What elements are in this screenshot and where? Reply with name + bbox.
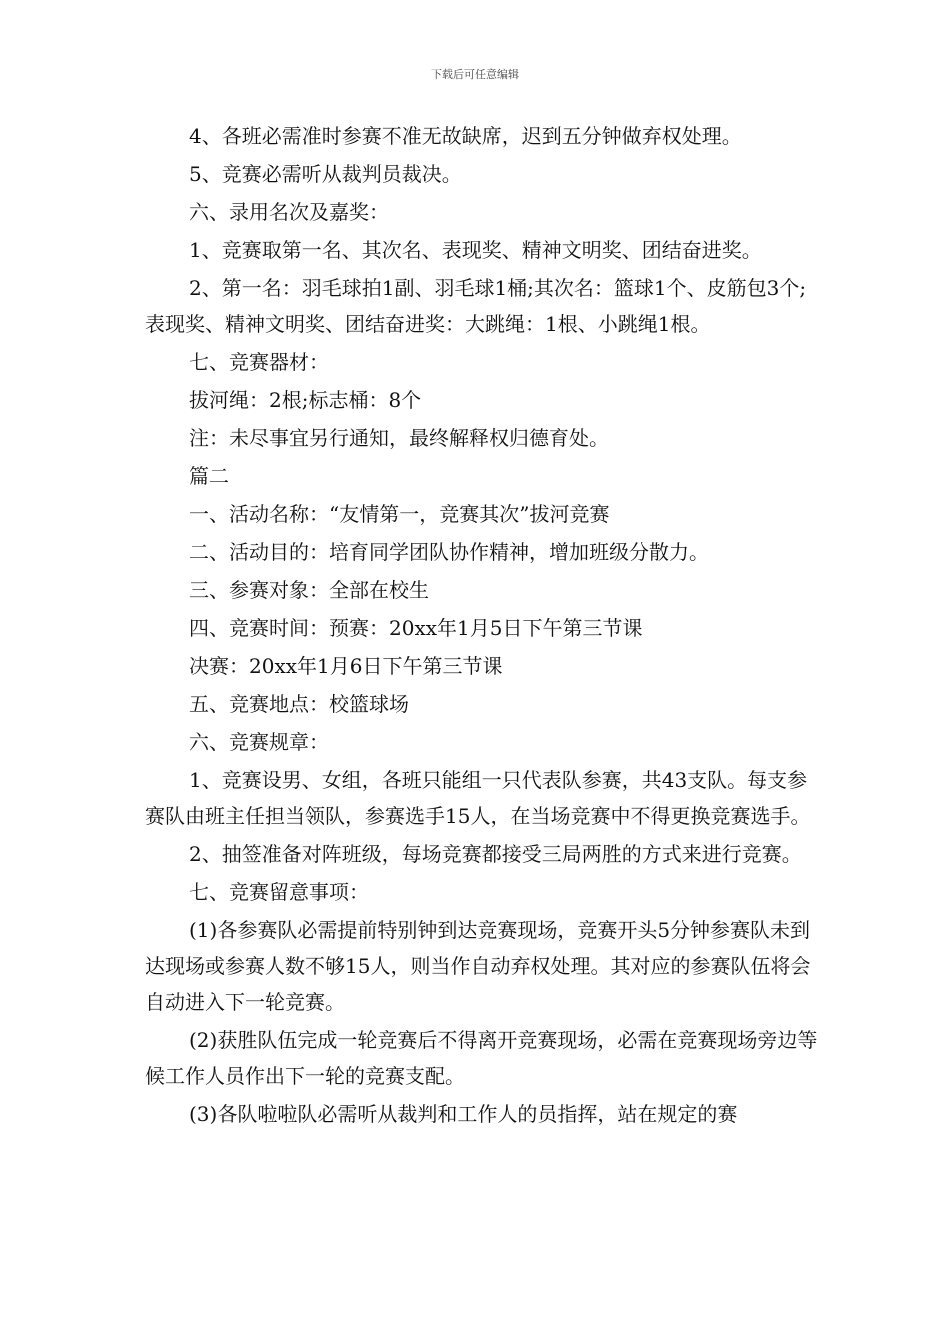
paragraph: 三、参赛对象：全部在校生 [189,578,429,602]
paragraph: 5、竞赛必需听从裁判员裁决。 [189,162,462,186]
paragraph: 七、竞赛器材： [189,350,329,374]
paragraph: 六、竞赛规章： [189,730,329,754]
page-header: 下载后可任意编辑 [431,68,519,81]
paragraph: 五、竞赛地点：校篮球场 [189,692,409,716]
paragraph: 注：未尽事宜另行通知，最终解释权归德育处。 [189,426,609,450]
paragraph: 拔河绳：2根;标志桶：8个 [189,388,422,412]
paragraph: 四、竞赛时间：预赛：20xx年1月5日下午第三节课 [189,616,643,640]
paragraph: 1、竞赛取第一名、其次名、表现奖、精神文明奖、团结奋进奖。 [189,238,762,262]
paragraph: 七、竞赛留意事项： [189,880,369,904]
paragraph: 二、活动目的：培育同学团队协作精神，增加班级分散力。 [189,540,709,564]
paragraph: 4、各班必需准时参赛不准无故缺席，迟到五分钟做弃权处理。 [189,124,742,148]
paragraph: (3)各队啦啦队必需听从裁判和工作人的员指挥，站在规定的赛 [189,1102,738,1126]
paragraph: 篇二 [189,464,229,488]
paragraph: 决赛：20xx年1月6日下午第三节课 [189,654,503,678]
document-body [145,118,825,1134]
paragraph: (2)获胜队伍完成一轮竞赛后不得离开竞赛现场，必需在竞赛现场旁边等候工作人员作出下一轮的竞赛支配。 [145,1028,818,1088]
paragraph: 一、活动名称：“友情第一，竞赛其次”拔河竞赛 [189,502,610,526]
paragraph: (1)各参赛队必需提前特别钟到达竞赛现场，竞赛开头5分钟参赛队未到达现场或参赛人数不够15人，则当作自动弃权处理。其对应的参赛队伍将会自动进入下一轮竞赛。 [145,918,811,1014]
paragraph: 六、录用名次及嘉奖： [189,200,389,224]
paragraph: 2、第一名：羽毛球拍1副、羽毛球1桶;其次名：篮球1个、皮筋包3个;表现奖、精神文明奖、团结奋进奖：大跳绳：1根、小跳绳1根。 [145,276,807,336]
paragraph: 1、竞赛设男、女组，各班只能组一只代表队参赛，共43支队。每支参赛队由班主任担当领队，参赛选手15人，在当场竞赛中不得更换竞赛选手。 [145,768,811,828]
paragraph: 2、抽签准备对阵班级，每场竞赛都接受三局两胜的方式来进行竞赛。 [189,842,802,866]
